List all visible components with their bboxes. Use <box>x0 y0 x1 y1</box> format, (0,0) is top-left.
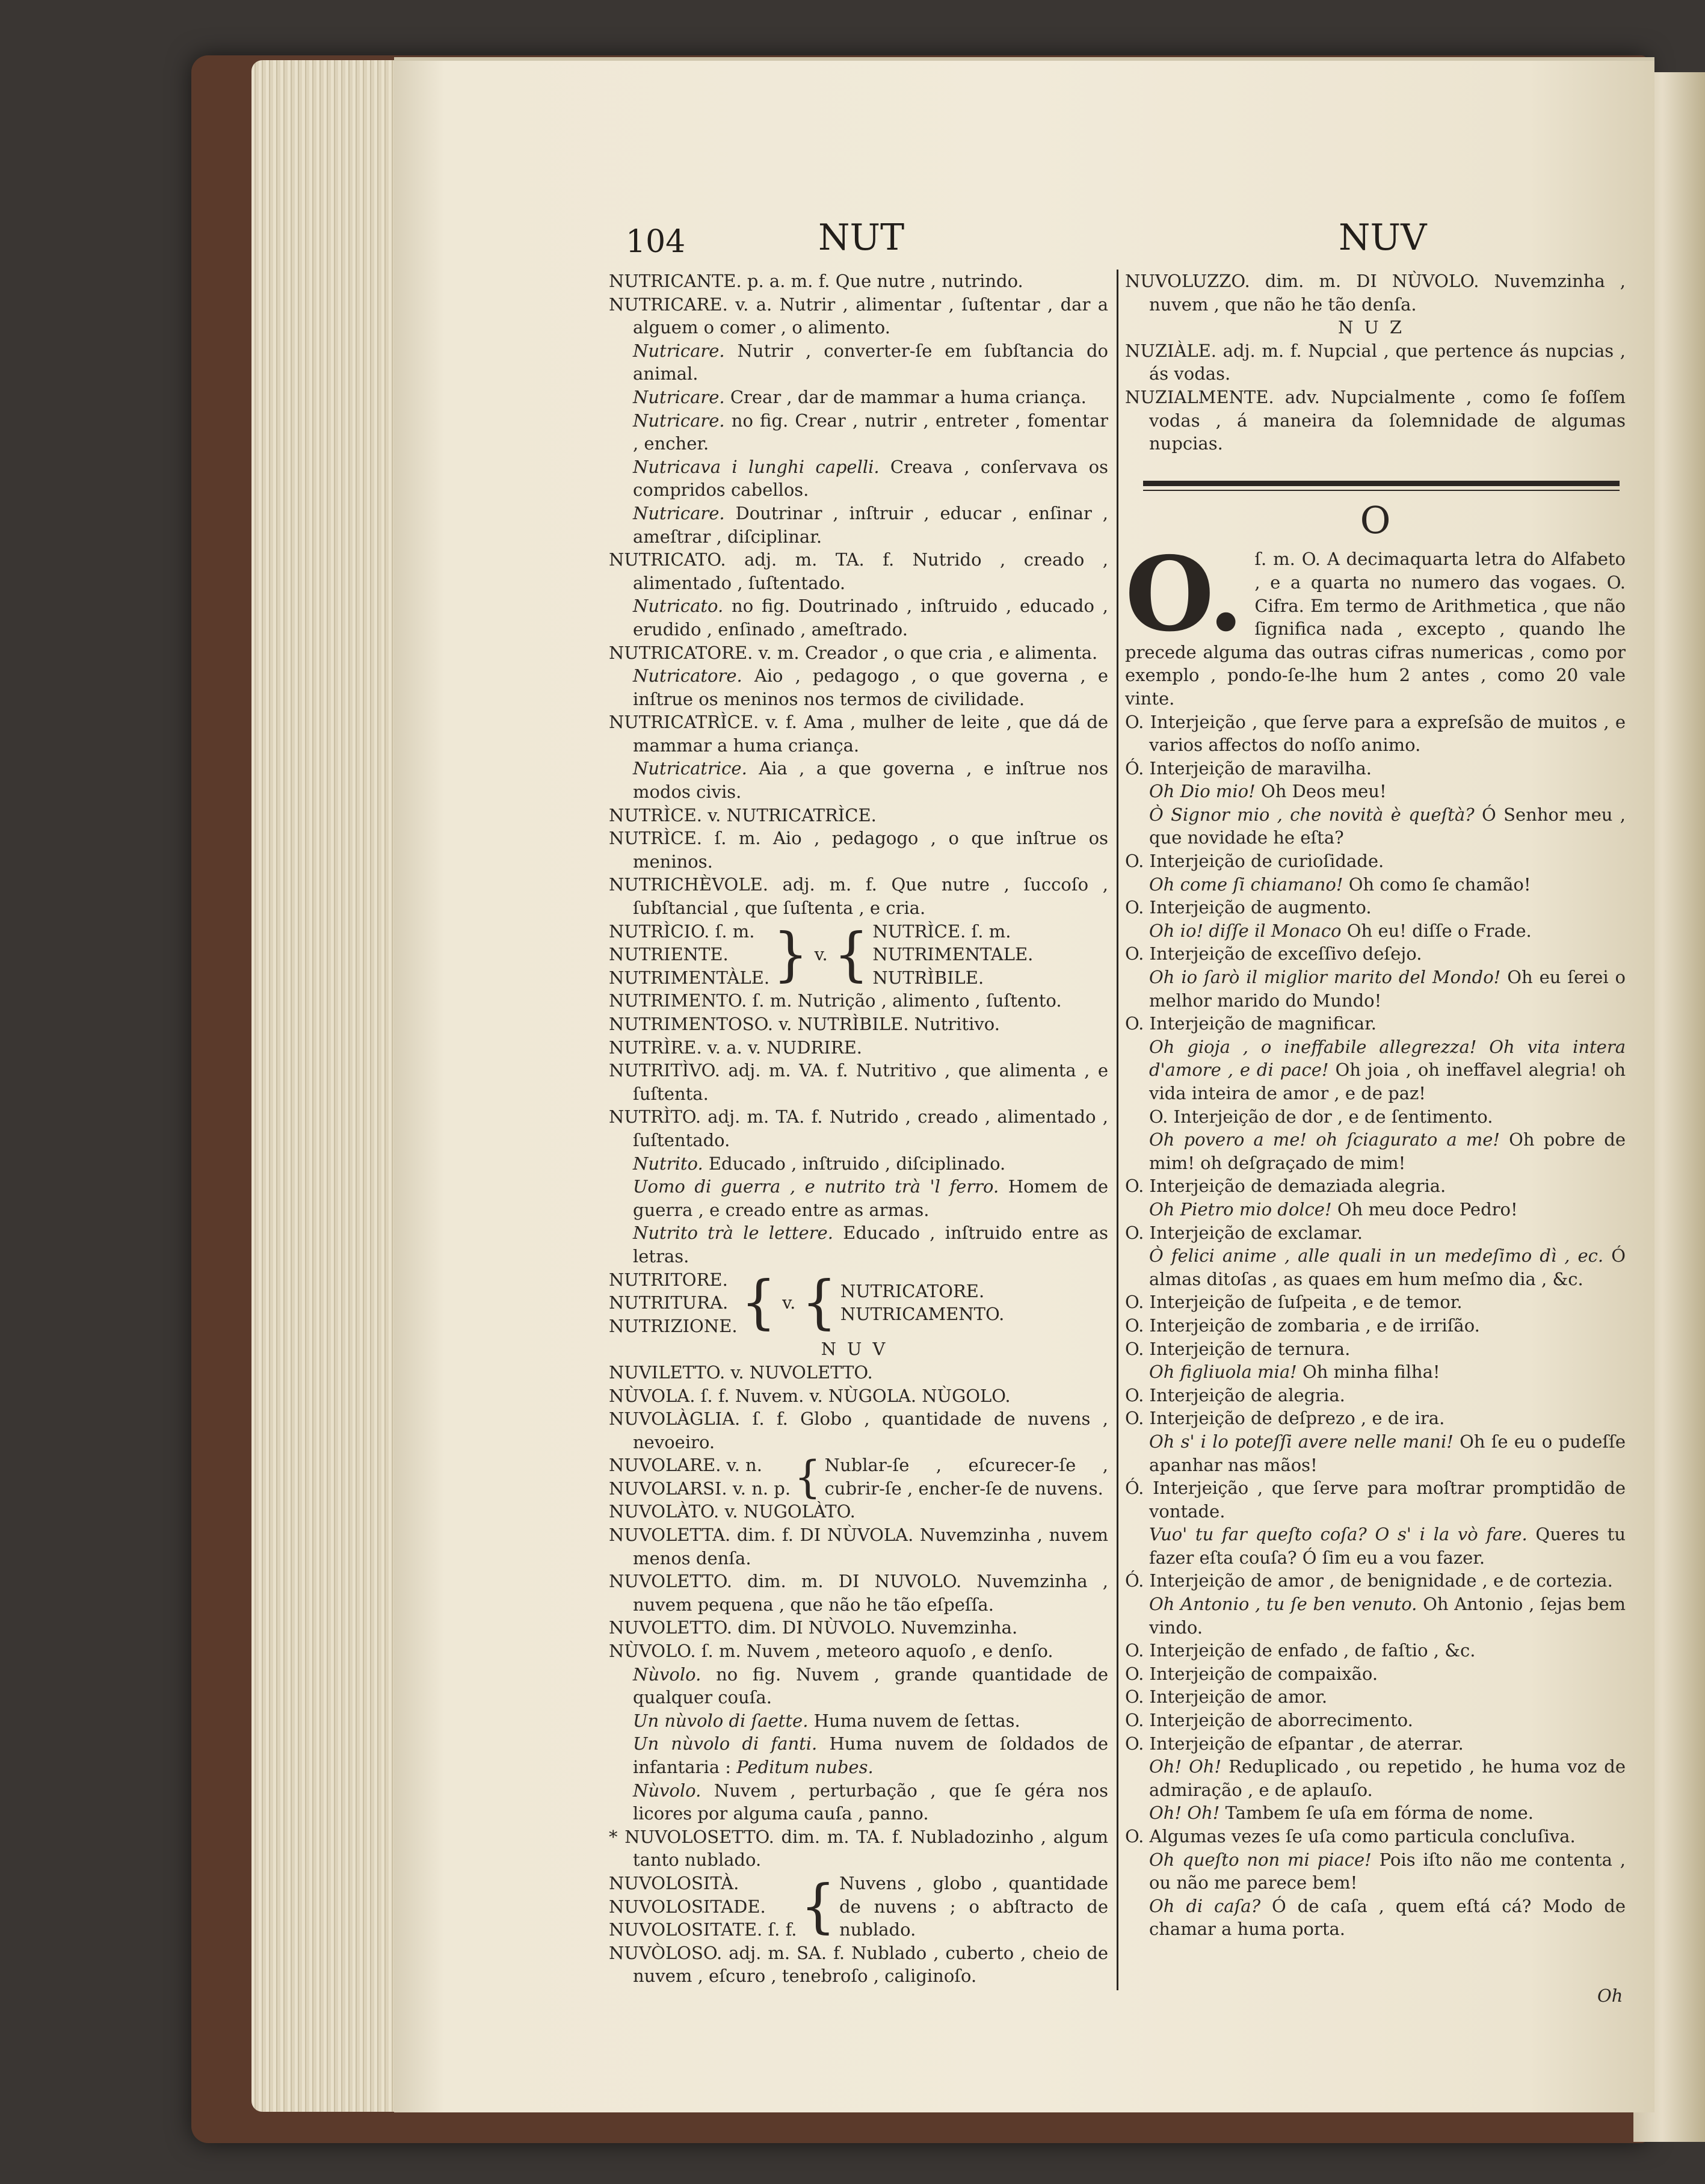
see-marker: v. <box>782 1292 796 1313</box>
right-column <box>1125 270 1626 1941</box>
italic-phrase: Oh io ſarò il miglior marito del Mondo! <box>1149 967 1501 988</box>
entry-text: no fig. Doutrinado , inſtruido , educado , erudido , enſinado , ameſtrado. <box>633 596 1108 640</box>
sub-entry <box>1125 1105 1626 1129</box>
entry-text: NUTRÌCE. ſ. m. Aio , pedagogo , o que inſtrue os meninos. <box>609 828 1108 872</box>
sub-entry <box>609 1152 1108 1176</box>
headword: NUTRIMENTÀLE. <box>609 967 770 988</box>
entry-text: Nuvem , perturbação , que ſe géra nos licores por alguma cauſa , panno. <box>633 1780 1108 1824</box>
sub-entry <box>1125 1848 1626 1895</box>
italic-phrase: Oh Antonio , tu ſe ben venuto. <box>1149 1594 1417 1615</box>
letter-section-title: O <box>1360 498 1391 542</box>
entry-text: O. Interjeição de magnificar. <box>1125 1013 1377 1034</box>
sub-entry <box>1125 1755 1626 1801</box>
entry-text: NÙVOLA. ſ. f. Nuvem. v. NÙGOLA. NÙGOLO. <box>609 1385 1011 1406</box>
entry-text: NUVILETTO. v. NUVOLETTO. <box>609 1362 873 1383</box>
dictionary-entry <box>1125 1407 1626 1430</box>
entry-text: Homem de guerra , e creado entre as armas. <box>633 1176 1109 1220</box>
entry-text: O. Interjeição de zombaria , e de irriſão. <box>1125 1315 1480 1336</box>
italic-phrase: Oh! Oh! <box>1149 1756 1222 1777</box>
dictionary-entry <box>609 1361 1108 1384</box>
sub-entry <box>609 455 1108 502</box>
headword: NUVOLARE. v. n. <box>609 1455 762 1476</box>
entry-text: NUVOLUZZO. dim. m. DI NÙVOLO. Nuvemzinha , nuvem , que não he tão denſa. <box>1125 271 1626 315</box>
entry-text: Creava , conſervava os compridos cabellos. <box>633 456 1108 501</box>
italic-phrase: Nutricare. <box>633 502 725 523</box>
dictionary-entry <box>609 548 1108 594</box>
entry-text: Educado , inſtruido , diſciplinado. <box>703 1153 1006 1174</box>
column-divider <box>1117 270 1118 1990</box>
sub-entry <box>609 1175 1108 1221</box>
headword: NUTRIENTE. <box>609 944 729 965</box>
dictionary-entry <box>609 641 1108 665</box>
entry-text: NUVÒLOSO. adj. m. SA. f. Nublado , cuberto , cheio de nuvem , eſcuro , tenebroſo , caliginoſo. <box>609 1942 1108 1987</box>
entry-text: no fig. Nuvem , grande quantidade de qualquer couſa. <box>633 1664 1108 1708</box>
entry-text: O. Interjeição de compaixão. <box>1125 1663 1378 1684</box>
entry-text: Crear , dar de mammar a huma criança. <box>724 386 1087 407</box>
dictionary-entry <box>1125 339 1626 386</box>
page-edges <box>251 60 396 2112</box>
sub-entry <box>609 502 1108 548</box>
entry-text: Oh joia , oh ineffavel alegria! oh vida inteira de amor , e de paz! <box>1149 1060 1626 1103</box>
dictionary-entry <box>1125 850 1626 873</box>
sub-entry <box>609 1779 1108 1825</box>
dictionary-entry <box>609 1570 1108 1616</box>
entry-text: NUZIALMENTE. adv. Nupcialmente , como ſe foſſem vodas , á maneira da ſolemnidade de algumas nupcias. <box>1125 386 1626 454</box>
dictionary-entry <box>1125 1569 1626 1593</box>
dictionary-entry <box>609 873 1108 919</box>
dictionary-entry <box>609 293 1108 339</box>
italic-phrase: Oh io! diſſe il Monaco <box>1149 920 1342 941</box>
shared-gloss-group <box>609 1872 1108 1942</box>
dictionary-entry <box>1125 1476 1626 1523</box>
entry-text: Ó. Interjeição de amor , de benignidade , e de cortezia. <box>1125 1570 1613 1591</box>
sub-entry <box>1125 873 1626 896</box>
right-brace: } <box>773 920 809 989</box>
section-heading-nuv: NUV <box>821 1339 896 1360</box>
headword: NUTRÌBILE. <box>872 967 984 988</box>
entry-text: O. Interjeição de ſuſpeita , e de temor. <box>1125 1292 1463 1313</box>
dictionary-entry <box>609 1059 1108 1105</box>
entry-text: O. Interjeição de curioſidade. <box>1125 851 1384 872</box>
entry-text: Oh eu ſerei o melhor marido do Mundo! <box>1149 967 1626 1011</box>
entry-text: Oh ſe eu o pudeſſe apanhar nas mãos! <box>1149 1431 1626 1475</box>
entry-text: Pois iſto não me contenta , ou não me parece bem! <box>1149 1849 1626 1893</box>
sub-entry <box>1125 966 1626 1012</box>
entry-text: NUVOLETTO. dim. DI NÙVOLO. Nuvemzinha. <box>609 1617 1018 1638</box>
entry-text: Ó de caſa , quem eſtá cá? Modo de chamar a huma porta. <box>1149 1895 1626 1940</box>
left-column <box>609 270 1108 1988</box>
italic-phrase: Nutrito. <box>633 1153 703 1174</box>
entry-text: Oh pobre de mim! oh deſgraçado de mim! <box>1149 1129 1626 1173</box>
left-brace: { <box>801 1268 837 1337</box>
dictionary-entry <box>609 989 1108 1013</box>
headword: NUTRICAMENTO. <box>840 1304 1005 1325</box>
dictionary-entry <box>609 1616 1108 1640</box>
entry-text: NUVOLÀGLIA. ſ. f. Globo , quantidade de nuvens , nevoeiro. <box>609 1408 1108 1452</box>
entry-text: Oh minha filha! <box>1296 1362 1440 1383</box>
entry-text: NUVOLETTO. dim. m. DI NUVOLO. Nuvemzinha , nuvem pequena , que não he tão eſpeſſa. <box>609 1571 1108 1615</box>
italic-phrase: Oh gioja , o ineffabile allegrezza! Oh vita intera d'amore , e di pace! <box>1149 1036 1626 1081</box>
entry-text: O. Interjeição de ternura. <box>1125 1338 1351 1359</box>
entry-text: Oh eu! diſſe o Frade. <box>1341 920 1532 941</box>
dictionary-entry <box>1125 1639 1626 1662</box>
dictionary-entry <box>609 827 1108 873</box>
dictionary-entry <box>609 711 1108 757</box>
entry-text: O. Interjeição de enfado , de faſtio , &c. <box>1125 1640 1476 1661</box>
sub-entry <box>609 664 1108 711</box>
letter-o-intro <box>1125 548 1626 710</box>
headword: NUTRIZIONE. <box>609 1315 738 1336</box>
entry-text: O. Interjeição de aborrecimento. <box>1125 1710 1413 1731</box>
entry-text: Oh Antonio , ſejas bem vindo. <box>1149 1594 1626 1638</box>
entry-text: Educado , inſtruido entre as letras. <box>633 1223 1108 1266</box>
headword: NUTRIMENTALE. <box>872 944 1034 965</box>
shared-gloss-group <box>609 1451 1108 1503</box>
entry-text: Nutrir , converter-ſe em ſubſtancia do animal. <box>633 340 1108 384</box>
italic-phrase: Oh! Oh! <box>1149 1803 1220 1824</box>
entry-text: no fig. Crear , nutrir , entreter , fomentar , encher. <box>633 410 1108 454</box>
italic-phrase: Un nùvolo di fanti. <box>633 1733 818 1754</box>
entry-text: Reduplicado , ou repetido , he huma voz de admiração , e de aplauſo. <box>1149 1756 1626 1800</box>
italic-phrase: Nutricare. <box>633 410 725 431</box>
dictionary-entry <box>609 1640 1108 1663</box>
dictionary-entry <box>1125 1314 1626 1337</box>
headword: NUTRÌCE. ſ. m. <box>872 921 1011 942</box>
italic-phrase: Oh s' i lo poteſſi avere nelle mani! <box>1149 1431 1454 1452</box>
italic-phrase: Nutricatrice. <box>633 758 747 779</box>
dictionary-entry <box>1125 270 1626 316</box>
sub-entry <box>609 757 1108 803</box>
dictionary-entry <box>1125 757 1626 780</box>
sub-entry <box>1125 803 1626 850</box>
entry-text: NUVOLÀTO. v. NUGOLÀTO. <box>609 1501 856 1522</box>
entry-text: Aia , a que governa , e inſtrue nos modos civis. <box>633 758 1108 803</box>
left-brace: { <box>741 1268 777 1337</box>
sub-entry <box>1125 1593 1626 1639</box>
entry-text: NUZIÀLE. adj. m. f. Nupcial , que pertence ás nupcias , ás vodas. <box>1125 340 1626 384</box>
headword: NUVOLOSITATE. ſ. f. <box>609 1919 797 1940</box>
dictionary-entry <box>609 1825 1108 1872</box>
entry-text: Tambem ſe uſa em fórma de nome. <box>1219 1803 1534 1824</box>
gloss-text: Nublar-ſe , eſcurecer-ſe , cubrir-ſe , encher-ſe de nuvens. <box>824 1455 1108 1499</box>
entry-text: O. Algumas vezes ſe uſa como particula concluſiva. <box>1125 1826 1576 1846</box>
italic-phrase: Nutricato. <box>633 596 724 617</box>
sub-entry <box>1125 1895 1626 1941</box>
italic-phrase: Uomo di guerra , e nutrito trà 'l ferro. <box>633 1176 999 1197</box>
entry-text: Aio , pedagogo , o que governa , e inſtrue os meninos nos termos de civilidade. <box>633 665 1108 709</box>
sub-entry <box>1125 1128 1626 1174</box>
italic-phrase: Nutricare. <box>633 386 725 407</box>
dictionary-entry <box>1125 1825 1626 1848</box>
dictionary-entry <box>1125 1662 1626 1686</box>
dictionary-entry <box>1125 1732 1626 1756</box>
entry-text: NUTRIMENTOSO. v. NUTRÌBILE. Nutritivo. <box>609 1014 1000 1034</box>
entry-text: Ó almas ditoſas , as quaes em hum meſmo dia , &c. <box>1149 1245 1626 1289</box>
section-heading-nuz: NUZ <box>1338 317 1413 338</box>
italic-phrase: Oh come ſi chiamano! <box>1149 874 1343 895</box>
sub-entry <box>609 1663 1108 1709</box>
dictionary-entry <box>609 804 1108 827</box>
gloss-text: Nuvens , globo , quantidade de nuvens ; o abſtracto de nublado. <box>839 1872 1108 1940</box>
dictionary-entry <box>609 1942 1108 1988</box>
entry-text: NUTRICATRÌCE. v. f. Ama , mulher de leite , que dá de mammar a huma criança. <box>609 712 1108 756</box>
headword: NUTRICATORE. <box>840 1280 985 1301</box>
headword: NUTRITURA. <box>609 1292 729 1313</box>
italic-phrase: Nutricava i lunghi capelli. <box>633 456 880 477</box>
headword: NUTRITORE. <box>609 1269 728 1290</box>
entry-text: Oh meu doce Pedro! <box>1331 1198 1518 1220</box>
italic-phrase: Oh Pietro mio dolce! <box>1149 1198 1332 1220</box>
sub-entry <box>1125 1198 1626 1221</box>
italic-phrase: Un nùvolo di ſaette. <box>633 1710 809 1731</box>
entry-text: Huma nuvem de ſoldados de infantaria : <box>633 1733 1109 1777</box>
left-brace: { <box>833 920 869 989</box>
dictionary-entry <box>1125 1012 1626 1035</box>
entry-text: O. Interjeição , que ſerve para a expreſsão de muitos , e varios affectos do noſſo animo. <box>1125 711 1626 756</box>
intro-text: ſ. m. O. A decimaquarta letra do Alfabeto , e a quarta no numero das vogaes. <box>1254 549 1626 593</box>
headword: NUVOLARSI. v. n. p. <box>609 1478 791 1499</box>
entry-text: * NUVOLOSETTO. dim. m. TA. f. Nubladozinho , algum tanto nublado. <box>609 1826 1108 1871</box>
entry-text: Queres tu fazer eſta couſa? Ó ſim eu a vou fazer. <box>1149 1524 1626 1568</box>
entry-text: Ó. Interjeição , que ſerve para moſtrar promptidão de vontade. <box>1125 1478 1626 1522</box>
sub-entry <box>1125 780 1626 803</box>
see-marker: v. <box>814 944 828 965</box>
sub-entry <box>1125 1523 1626 1569</box>
entry-text: O. Interjeição de deſprezo , e de ira. <box>1125 1408 1445 1429</box>
dictionary-entry <box>609 1384 1108 1408</box>
italic-phrase: Vuo' tu far queſto coſa? O s' i la vò fare. <box>1149 1524 1528 1545</box>
dictionary-entry <box>1125 896 1626 919</box>
headword: NUVOLOSITADE. <box>609 1896 766 1917</box>
dictionary-entry <box>609 1105 1108 1152</box>
entry-text: O. Interjeição de amor. <box>1125 1686 1328 1707</box>
italic-phrase: Nutricare. <box>633 340 725 361</box>
italic-phrase: Nùvolo. <box>633 1664 701 1685</box>
dictionary-entry <box>609 1523 1108 1570</box>
sub-entry <box>609 1709 1108 1733</box>
entry-text: NUTRITÌVO. adj. m. VA. f. Nutritivo , que alimenta , e ſuſtenta. <box>609 1060 1108 1104</box>
italic-phrase: Nutrito trà le lettere. <box>633 1223 833 1244</box>
dictionary-entry <box>1125 942 1626 966</box>
dictionary-entry <box>1125 386 1626 455</box>
running-head-left: NUT <box>818 217 905 259</box>
dictionary-entry <box>1125 711 1626 757</box>
entry-text: NUTRÌCE. v. NUTRICATRÌCE. <box>609 804 877 825</box>
entry-text: Ó Senhor meu , que novidade he eſta? <box>1149 804 1626 848</box>
sub-entry <box>1125 1801 1626 1825</box>
entry-text: Oh como ſe chamão! <box>1343 874 1531 895</box>
dictionary-entry <box>1125 1221 1626 1245</box>
dictionary-entry <box>609 1500 1108 1523</box>
sub-entry <box>609 594 1108 641</box>
entry-text: O. Interjeição de demaziada alegria. <box>1125 1176 1446 1197</box>
entry-text: O. Interjeição de alegria. <box>1125 1384 1345 1405</box>
sub-entry <box>1125 1430 1626 1476</box>
italic-phrase: Oh figliuola mia! <box>1149 1362 1297 1383</box>
entry-text: NUTRICANTE. p. a. m. f. Que nutre , nutrindo. <box>609 271 1023 291</box>
entry-text: Oh Deos meu! <box>1255 781 1387 802</box>
entry-text: NÙVOLO. ſ. m. Nuvem , meteoro aquoſo , e denſo. <box>609 1641 1053 1662</box>
sub-entry <box>609 1221 1108 1268</box>
entry-text: NUTRICATO. adj. m. TA. f. Nutrido , creado , alimentado , ſuſtentado. <box>609 549 1108 593</box>
left-brace: { <box>794 1451 821 1503</box>
dictionary-entry <box>1125 1291 1626 1314</box>
cross-ref-group <box>609 920 1108 990</box>
sub-entry <box>1125 1035 1626 1105</box>
entry-text: Doutrinar , inſtruir , educar , enſinar , ameſtrar , diſciplinar. <box>633 502 1108 547</box>
entry-text: O. Interjeição de augmento. <box>1125 897 1372 918</box>
sub-entry <box>1125 1360 1626 1384</box>
headword: NUVOLOSITÀ. <box>609 1872 739 1893</box>
dictionary-entry <box>1125 1709 1626 1732</box>
entry-text: NUVOLETTA. dim. f. DI NÙVOLA. Nuvemzinha , nuvem menos denſa. <box>609 1525 1108 1569</box>
headword: NUTRÌCIO. ſ. m. <box>609 921 755 942</box>
italic-phrase: Ò felici anime , alle quali in un medeſimo dì , ec. <box>1149 1245 1604 1266</box>
italic-phrase: Oh povero a me! oh ſciagurato a me! <box>1149 1129 1500 1150</box>
intro-text: O. Cifra. Em termo de Arithmetica , que não ſignifica nada , excepto , quando lhe precede alguma das outras cifras numericas , como por exemplo , pondo-ſe-lhe hum 2 antes , como 20 vale vinte. <box>1125 572 1626 709</box>
entry-text: NUTRICHÈVOLE. adj. m. f. Que nutre , ſuccoſo , ſubſtancial , que ſuſtenta , e cria. <box>609 874 1108 919</box>
left-brace: { <box>800 1872 836 1940</box>
dictionary-entry <box>1125 1337 1626 1361</box>
italic-phrase: Oh di caſa? <box>1149 1895 1261 1916</box>
sub-entry <box>609 339 1108 386</box>
sub-entry <box>1125 919 1626 943</box>
entry-text: O. Interjeição de eſpantar , de aterrar. <box>1125 1733 1464 1754</box>
entry-text: O. Interjeição de exclamar. <box>1125 1222 1363 1243</box>
entry-text: NUTRIMENTO. ſ. m. Nutrição , alimento , ſuſtento. <box>609 990 1062 1011</box>
dictionary-entry <box>609 1036 1108 1060</box>
dictionary-entry <box>609 270 1108 293</box>
cross-ref-group <box>609 1268 1108 1338</box>
section-rule-thick <box>1143 481 1620 486</box>
page-number: 104 <box>626 224 686 260</box>
entry-text: O. Interjeição de exceſſivo deſejo. <box>1125 943 1422 964</box>
italic-phrase: Oh queſto non mi piace! <box>1149 1849 1372 1870</box>
dictionary-entry <box>609 1013 1108 1036</box>
sub-entry <box>1125 1244 1626 1291</box>
italic-phrase: Ò Signor mio , che novità è queſtà? <box>1149 804 1475 825</box>
entry-text: NUTRICATORE. v. m. Creador , o que cria , e alimenta. <box>609 642 1098 663</box>
drop-cap: O. <box>1125 548 1244 655</box>
dictionary-entry <box>1125 1174 1626 1198</box>
entry-text: Ó. Interjeição de maravilha. <box>1125 757 1372 779</box>
dictionary-entry <box>609 1407 1108 1454</box>
entry-text: Huma nuvem de ſettas. <box>808 1710 1020 1731</box>
sub-entry <box>609 1732 1108 1778</box>
section-rule-thin <box>1143 490 1620 491</box>
italic-phrase: Oh Dio mio! <box>1149 781 1256 802</box>
italic-phrase: Nutricatore. <box>633 665 742 686</box>
catchword: Oh <box>1597 1985 1623 2006</box>
entry-text: NUTRICARE. v. a. Nutrir , alimentar , ſuſtentar , dar a alguem o comer , o alimento. <box>609 294 1108 338</box>
italic-phrase: Peditum nubes. <box>736 1757 874 1777</box>
running-head-right: NUV <box>1339 217 1427 259</box>
dictionary-entry <box>1125 1384 1626 1407</box>
entry-text: NUTRÌTO. adj. m. TA. f. Nutrido , creado , alimentado , ſuſtentado. <box>609 1106 1108 1150</box>
sub-entry <box>609 386 1108 409</box>
italic-phrase: Nùvolo. <box>633 1780 701 1801</box>
sub-entry <box>609 409 1108 455</box>
dictionary-entry <box>1125 1685 1626 1709</box>
entry-text: O. Interjeição de dor , e de ſentimento. <box>1149 1106 1493 1127</box>
entry-text: NUTRÌRE. v. a. v. NUDRIRE. <box>609 1037 862 1058</box>
